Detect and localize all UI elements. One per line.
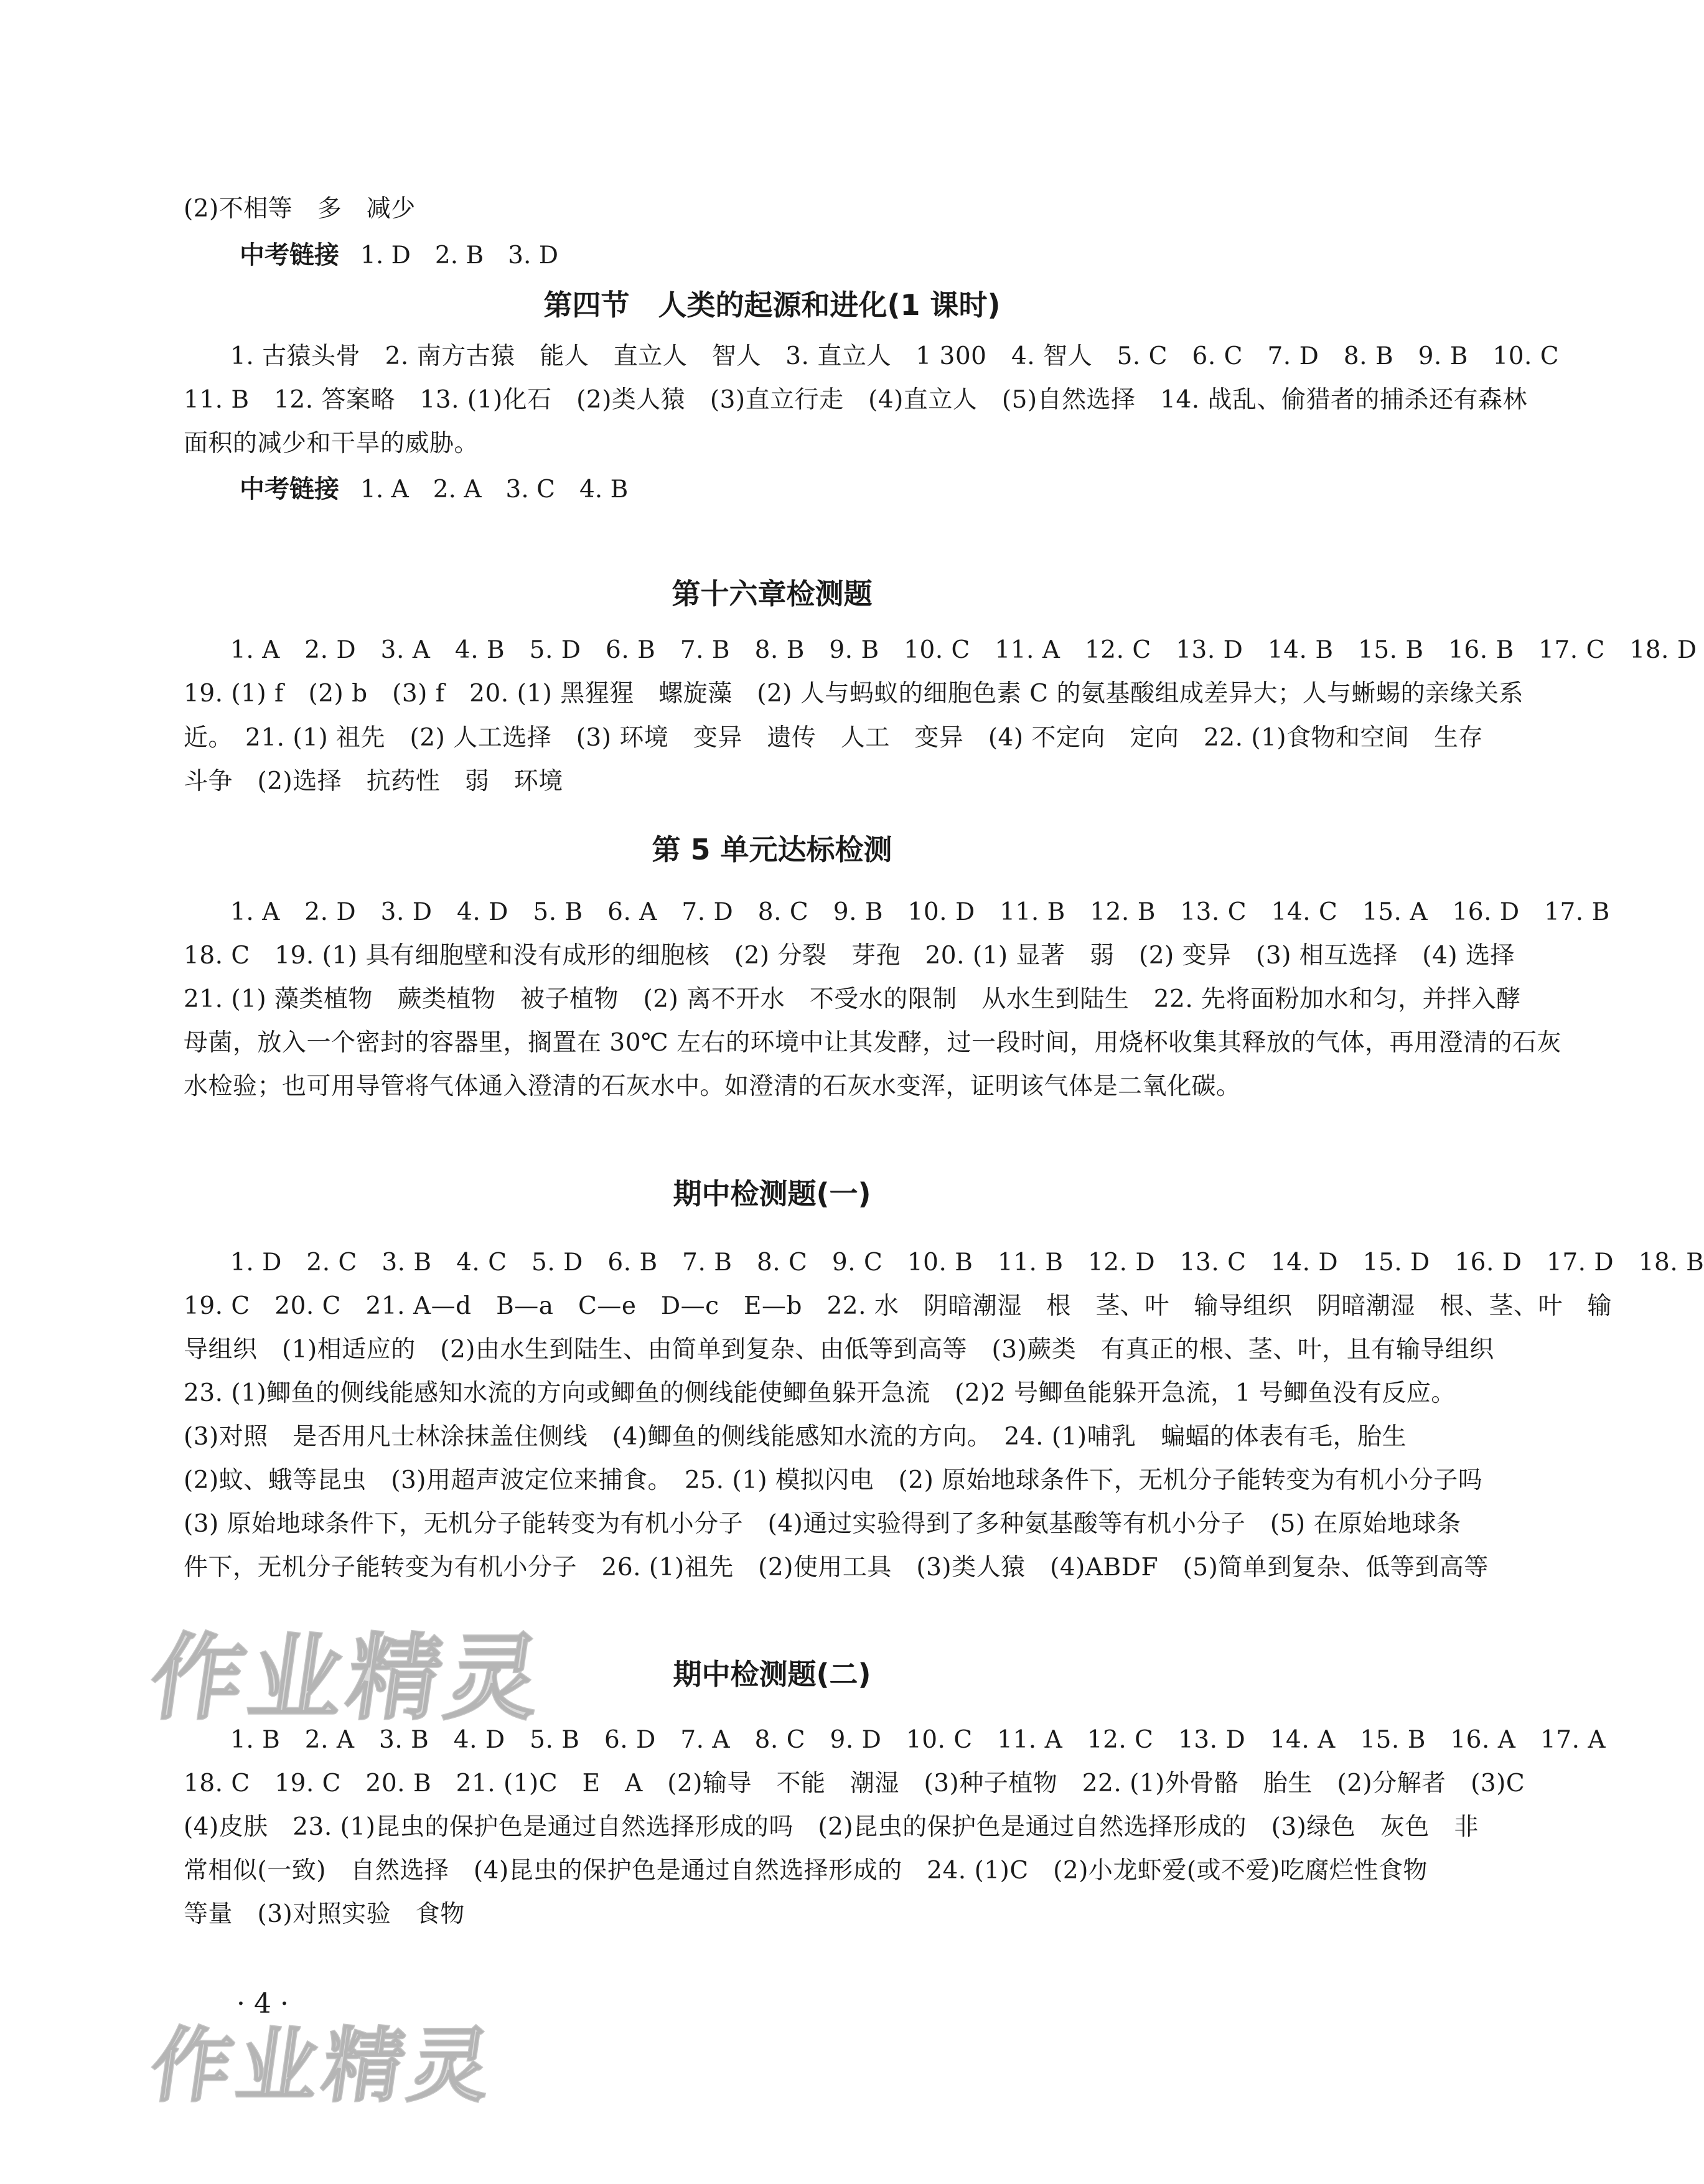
answer-line: 水检验；也可用导管将气体通入澄清的石灰水中。如澄清的石灰水变浑，证明该气体是二氧化碳。 (184, 1072, 1241, 1100)
exam-link-row (240, 240, 558, 271)
answer-line: 1. A 2. D 3. A 4. B 5. D 6. B 7. B 8. B 9. B 10. C 11. A 12. C 13. D 14. B 15. B 16. B 17. C 18. D (230, 636, 1697, 664)
answer-line: 1. 古猿头骨 2. 南方古猿 能人 直立人 智人 3. 直立人 1 300 4. 智人 5. C 6. C 7. D 8. B 9. B 10. C (230, 342, 1560, 370)
answer-line: 19. (1) f (2) b (3) f 20. (1) 黑猩猩 螺旋藻 (2) 人与蚂蚁的细胞色素 C 的氨基酸组成差异大；人与蜥蜴的亲缘关系 (184, 680, 1524, 708)
section-title: 期中检测题(二) (673, 1657, 871, 1691)
section-title: 第 5 单元达标检测 (652, 833, 892, 866)
answer-line: 近。 21. (1) 祖先 (2) 人工选择 (3) 环境 变异 遗传 人工 变异 (4) 不定向 定向 22. (1)食物和空间 生存 (184, 724, 1484, 752)
answer-line: 1. A 2. D 3. D 4. D 5. B 6. A 7. D 8. C 9. B 10. D 11. B 12. B 13. C 14. C 15. A 16. D 17. B (230, 898, 1610, 926)
answer-line: 23. (1)鲫鱼的侧线能感知水流的方向或鲫鱼的侧线能使鲫鱼躲开急流 (2)2 号鲫鱼能躲开急流，1 号鲫鱼没有反应。 (184, 1379, 1456, 1407)
section-title: 第十六章检测题 (672, 577, 873, 611)
answer-line: 常相似(一致) 自然选择 (4)昆虫的保护色是通过自然选择形成的 24. (1)C (2)小龙虾爱(或不爱)吃腐烂性食物 (184, 1857, 1428, 1885)
section-title: 第四节 人类的起源和进化(1 课时) (543, 288, 1001, 322)
answer-line: 18. C 19. (1) 具有细胞壁和没有成形的细胞核 (2) 分裂 芽孢 20. (1) 显著 弱 (2) 变异 (3) 相互选择 (4) 选择 (184, 942, 1515, 970)
page-number: · 4 · (236, 1988, 289, 2020)
answer-line: 1. D 2. C 3. B 4. C 5. D 6. B 7. B 8. C 9. C 10. B 11. B 12. D 13. C 14. D 15. D 16. D 17. D 18. B (230, 1249, 1704, 1277)
answer-line: (2)不相等 多 减少 (184, 195, 416, 223)
answer-line: 21. (1) 藻类植物 蕨类植物 被子植物 (2) 离不开水 不受水的限制 从水生到陆生 22. 先将面粉加水和匀，并拌入酵 (184, 985, 1521, 1013)
answer-line: (3)对照 是否用凡士林涂抹盖住侧线 (4)鲫鱼的侧线能感知水流的方向。 24. (1)哺乳 蝙蝠的体表有毛，胎生 (184, 1423, 1407, 1451)
answer-line: (3) 原始地球条件下，无机分子能转变为有机小分子 (4)通过实验得到了多种氨基酸等有机小分子 (5) 在原始地球条 (184, 1510, 1461, 1538)
answer-line: 母菌，放入一个密封的容器里，搁置在 30℃ 左右的环境中让其发酵，过一段时间，用烧杯收集其释放的气体，再用澄清的石灰 (184, 1029, 1562, 1057)
section-title: 期中检测题(一) (673, 1177, 871, 1211)
answer-line: 11. B 12. 答案略 13. (1)化石 (2)类人猿 (3)直立行走 (4)直立人 (5)自然选择 14. 战乱、偷猎者的捕杀还有森林 (184, 386, 1528, 414)
exam-link-label: 中考链接 (240, 241, 339, 269)
watermark-logo: 作业精灵 (144, 2018, 502, 2113)
answer-line: 等量 (3)对照实验 食物 (184, 1900, 465, 1928)
answer-line: 1. B 2. A 3. B 4. D 5. B 6. D 7. A 8. C 9. D 10. C 11. A 12. C 13. D 14. A 15. B 16. A 17. A (230, 1726, 1606, 1754)
answer-line: 面积的减少和干旱的威胁。 (184, 429, 479, 457)
answer-line: (2)蚊、蛾等昆虫 (3)用超声波定位来捕食。 25. (1) 模拟闪电 (2) 原始地球条件下，无机分子能转变为有机小分子吗 (184, 1466, 1483, 1494)
answer-line: 斗争 (2)选择 抗药性 弱 环境 (184, 767, 563, 795)
answer-line: 19. C 20. C 21. A—d B—a C—e D—c E—b 22. 水 阴暗潮湿 根 茎、叶 输导组织 阴暗潮湿 根、茎、叶 输 (184, 1292, 1612, 1320)
exam-link-row (240, 474, 628, 505)
exam-link-answers: 1. A 2. A 3. C 4. B (360, 476, 629, 504)
answer-line: 18. C 19. C 20. B 21. (1)C E A (2)输导 不能 潮湿 (3)种子植物 22. (1)外骨骼 胎生 (2)分解者 (3)C (184, 1769, 1525, 1797)
exam-link-label: 中考链接 (240, 475, 339, 504)
exam-link-answers: 1. D 2. B 3. D (360, 241, 559, 269)
answer-line: 件下，无机分子能转变为有机小分子 26. (1)祖先 (2)使用工具 (3)类人猿 (4)ABDF (5)简单到复杂、低等到高等 (184, 1554, 1489, 1582)
answer-line: (4)皮肤 23. (1)昆虫的保护色是通过自然选择形成的吗 (2)昆虫的保护色是通过自然选择形成的 (3)绿色 灰色 非 (184, 1813, 1479, 1841)
watermark-logo: 作业精灵 (143, 1624, 553, 1733)
answer-line: 导组织 (1)相适应的 (2)由水生到陆生、由简单到复杂、由低等到高等 (3)蕨类 有真正的根、茎、叶，且有输导组织 (184, 1336, 1494, 1364)
